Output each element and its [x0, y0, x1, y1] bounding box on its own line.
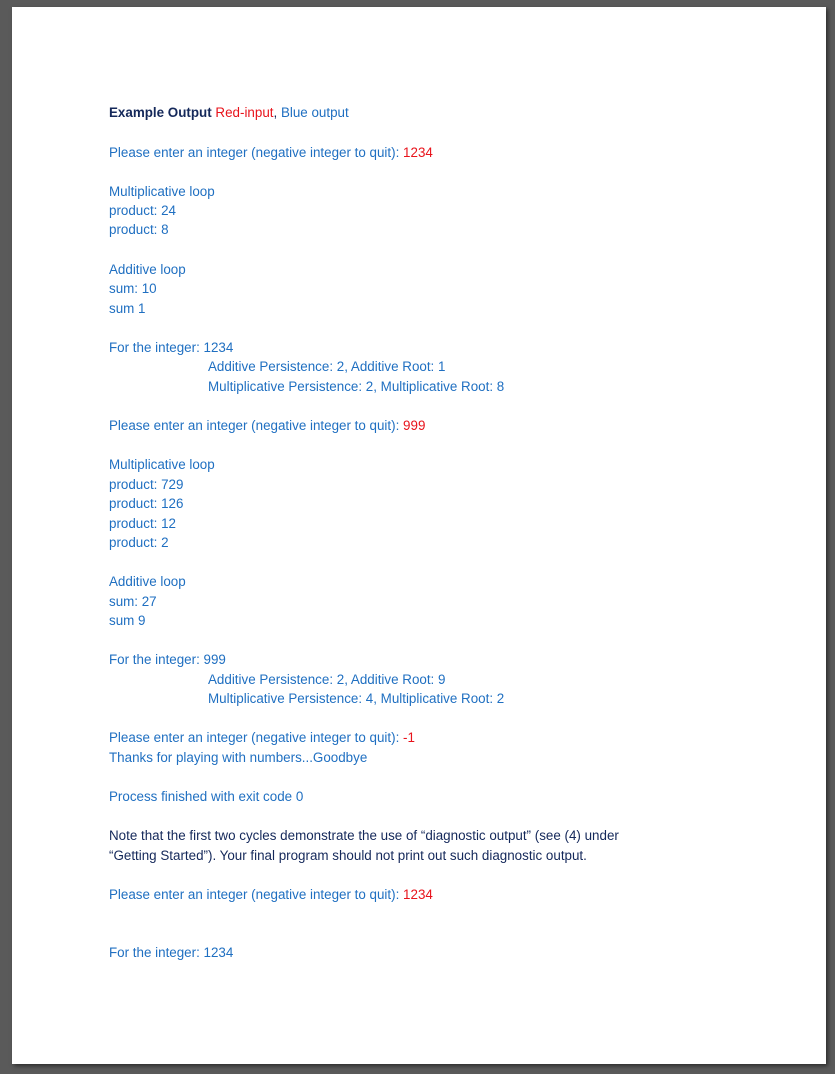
run1-mult-line: product: 24 [109, 203, 176, 218]
note-line-1: Note that the first two cycles demonstrate the use of “diagnostic output” (see (4) under [109, 828, 619, 843]
exit-message: Process finished with exit code 0 [109, 789, 304, 804]
run2-prompt: Please enter an integer (negative integer to quit): [109, 418, 404, 433]
header-red-label: Red-input [215, 105, 274, 120]
run2-mult-line: product: 2 [109, 535, 169, 550]
run2-input: 999 [403, 418, 426, 433]
example-output-header [109, 104, 349, 122]
run2-add-heading: Additive loop [109, 574, 186, 589]
run2-mult-heading: Multiplicative loop [109, 457, 215, 472]
run1-mult-heading: Multiplicative loop [109, 184, 215, 199]
run3-prompt-line [109, 729, 415, 747]
run1-additive-result: Additive Persistence: 2, Additive Root: 1 [208, 359, 446, 374]
run1-add-line: sum 1 [109, 301, 146, 316]
final-prompt-line [109, 886, 433, 904]
document-page [12, 7, 826, 1064]
run2-multiplicative-result: Multiplicative Persistence: 4, Multiplicative Root: 2 [208, 691, 505, 706]
run1-multiplicative-result: Multiplicative Persistence: 2, Multiplicative Root: 8 [208, 379, 505, 394]
run2-mult-line: product: 126 [109, 496, 184, 511]
run1-prompt: Please enter an integer (negative integer to quit): [109, 145, 404, 160]
run1-mult-line: product: 8 [109, 222, 169, 237]
run1-add-line: sum: 10 [109, 281, 157, 296]
run2-add-line: sum 9 [109, 613, 146, 628]
final-prompt: Please enter an integer (negative integer to quit): [109, 887, 404, 902]
header-comma: , [273, 105, 278, 120]
run2-result-heading: For the integer: 999 [109, 652, 226, 667]
run2-additive-result: Additive Persistence: 2, Additive Root: 9 [208, 672, 446, 687]
header-blue-label: Blue output [280, 105, 349, 120]
final-result-heading: For the integer: 1234 [109, 945, 234, 960]
header-title: Example Output [109, 105, 212, 120]
run2-mult-line: product: 12 [109, 516, 176, 531]
note-line-2: “Getting Started”). Your final program should not print out such diagnostic output. [109, 848, 587, 863]
run3-input: -1 [403, 730, 415, 745]
run1-add-heading: Additive loop [109, 262, 186, 277]
run3-goodbye: Thanks for playing with numbers...Goodbye [109, 750, 368, 765]
run3-prompt: Please enter an integer (negative integer to quit): [109, 730, 404, 745]
run1-input: 1234 [403, 145, 433, 160]
run2-mult-line: product: 729 [109, 477, 184, 492]
run2-add-line: sum: 27 [109, 594, 157, 609]
run2-prompt-line [109, 417, 425, 435]
run1-prompt-line [109, 144, 433, 162]
run1-result-heading: For the integer: 1234 [109, 340, 234, 355]
final-input: 1234 [403, 887, 433, 902]
